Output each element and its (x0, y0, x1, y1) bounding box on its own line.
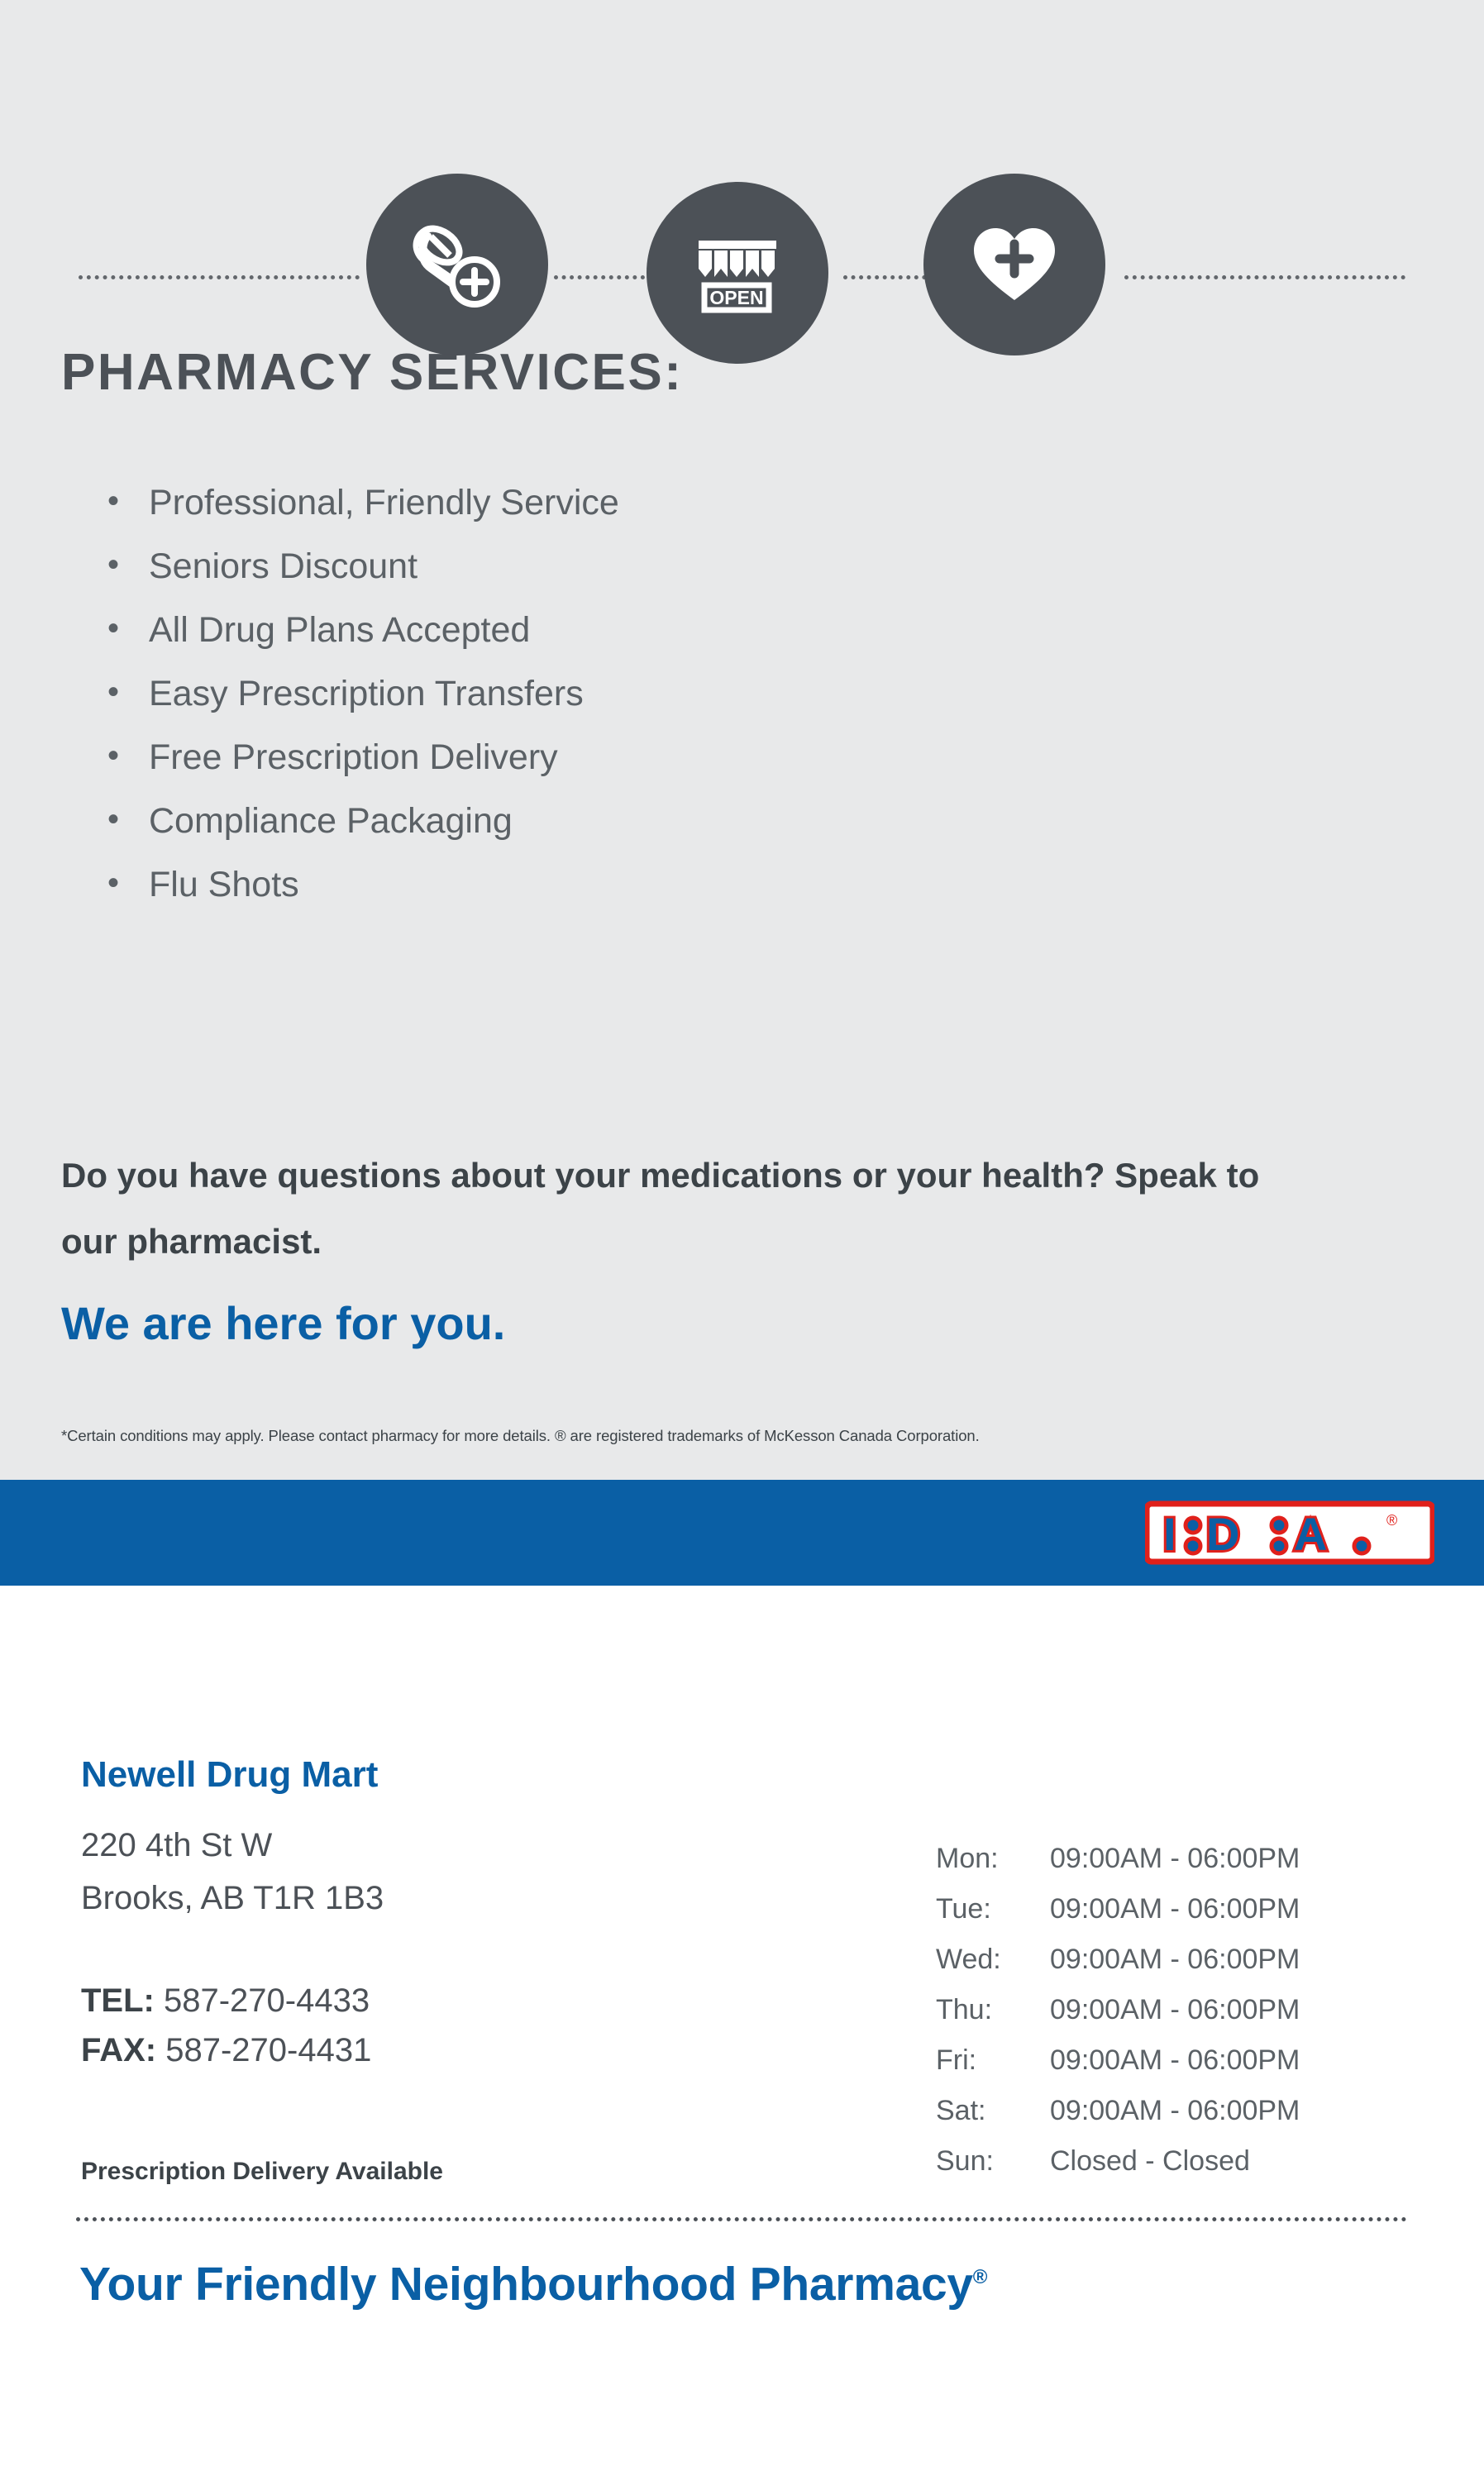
hours-time: 09:00AM - 06:00PM (1050, 1944, 1300, 1975)
hours-time: 09:00AM - 06:00PM (1050, 2044, 1300, 2076)
fax-value: 587-270-4431 (165, 2032, 372, 2068)
telephone-row (81, 1976, 371, 2025)
svg-text:I: I (1163, 1508, 1176, 1560)
svg-text:®: ® (1386, 1512, 1398, 1529)
list-item: • All Drug Plans Accepted (99, 599, 619, 662)
pill-capsule-plus-icon (366, 174, 548, 355)
store-name: Newell Drug Mart (81, 1754, 379, 1795)
list-item: • Flu Shots (99, 853, 619, 917)
address-line-2: Brooks, AB T1R 1B3 (81, 1880, 384, 1916)
tel-value: 587-270-4433 (164, 1982, 370, 2019)
services-list (99, 471, 619, 917)
hours-day: Sun: (936, 2145, 994, 2177)
hours-time: 09:00AM - 06:00PM (1050, 1843, 1300, 1874)
hours-time: Closed - Closed (1050, 2145, 1250, 2177)
store-address (81, 1819, 384, 1925)
svg-text:D: D (1206, 1508, 1240, 1560)
hours-time: 09:00AM - 06:00PM (1050, 1893, 1300, 1925)
open-store-awning-icon (647, 182, 828, 364)
icon-strip (0, 83, 1484, 308)
dotted-divider-left (79, 275, 360, 284)
list-item: • Free Prescription Delivery (99, 726, 619, 790)
table-row (936, 1985, 1300, 2035)
here-for-you-headline: We are here for you. (61, 1297, 506, 1349)
table-row (936, 2136, 1300, 2187)
heart-plus-icon (923, 174, 1105, 355)
svg-text:OPEN: OPEN (709, 287, 764, 308)
address-line-1: 220 4th St W (81, 1827, 273, 1863)
footer-dotted-divider (76, 2217, 1407, 2226)
store-contact (81, 1976, 371, 2075)
hours-day: Tue: (936, 1893, 991, 1925)
table-row (936, 2035, 1300, 2086)
dotted-divider-right (1124, 275, 1405, 284)
list-item: • Seniors Discount (99, 535, 619, 599)
table-row (936, 1834, 1300, 1884)
dotted-divider-mid-2 (843, 275, 934, 284)
dotted-divider-mid-1 (554, 275, 645, 284)
ida-logo (1145, 1500, 1434, 1565)
table-row (936, 1935, 1300, 1985)
list-item: • Compliance Packaging (99, 790, 619, 853)
fax-row (81, 2025, 371, 2075)
tagline (79, 2257, 987, 2311)
list-item: • Easy Prescription Transfers (99, 662, 619, 726)
table-row (936, 1884, 1300, 1935)
hours-day: Thu: (936, 1994, 993, 2025)
hours-day: Sat: (936, 2095, 986, 2126)
hours-time: 09:00AM - 06:00PM (1050, 1994, 1300, 2025)
hours-day: Mon: (936, 1843, 999, 1874)
store-hours-table (936, 1834, 1300, 2187)
tagline-text: Your Friendly Neighbourhood Pharmacy (79, 2258, 973, 2311)
page-title: PHARMACY SERVICES: (61, 344, 684, 401)
delivery-note: Prescription Delivery Available (81, 2158, 443, 2185)
registered-mark: ® (972, 2266, 988, 2288)
hours-time: 09:00AM - 06:00PM (1050, 2095, 1300, 2126)
fax-label: FAX: (81, 2032, 157, 2068)
hours-day: Fri: (936, 2044, 977, 2076)
table-row (936, 2086, 1300, 2136)
svg-text:A: A (1294, 1508, 1328, 1560)
tel-label: TEL: (81, 1982, 155, 2019)
disclaimer-text: *Certain conditions may apply. Please contact pharmacy for more details. ® are registered trademarks of McKesson Canada Corporation. (61, 1427, 980, 1444)
pharmacist-question-text: Do you have questions about your medications or your health? Speak to our pharmacist. (61, 1156, 1260, 1261)
hours-day: Wed: (936, 1944, 1001, 1975)
list-item: • Professional, Friendly Service (99, 471, 619, 535)
